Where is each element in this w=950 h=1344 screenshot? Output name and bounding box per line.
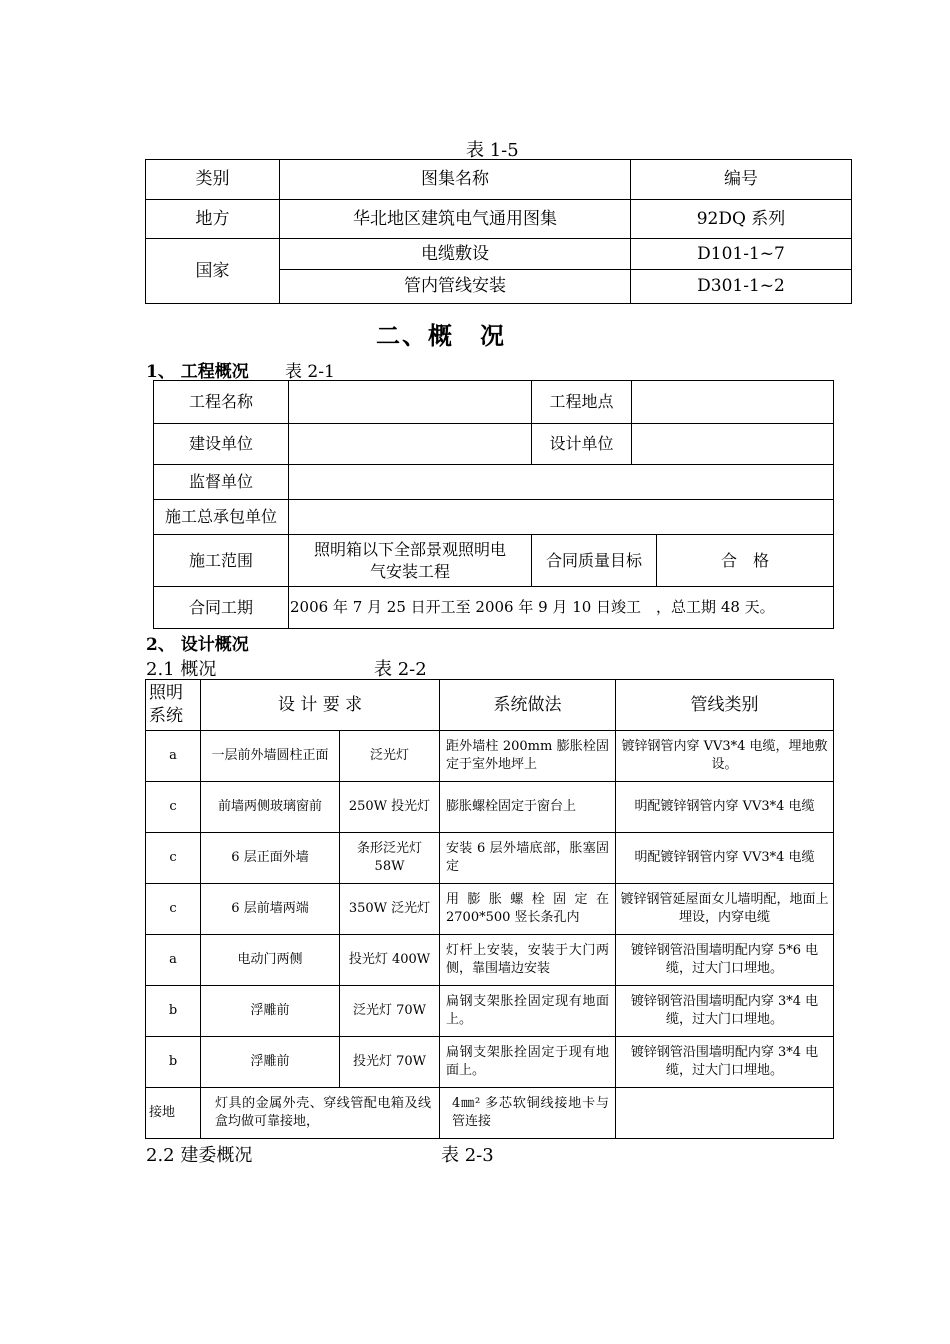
value-scope: 照明箱以下全部景观照明电气安装工程 <box>289 535 532 587</box>
row-category: 国家 <box>146 239 280 304</box>
heading-2-2: 2.2 建委概况 <box>146 1145 253 1166</box>
cell-lamp: 条形泛光灯 58W <box>340 833 440 884</box>
cell-pipe: 镀锌钢管延屋面女儿墙明配，地面上埋设，内穿电缆 <box>616 884 834 935</box>
cell-ground-method: 4㎜² 多芯软铜线接地卡与管连接 <box>440 1088 616 1139</box>
cell-system: a <box>146 935 201 986</box>
cell-pipe: 镀锌钢管沿围墙明配内穿 3*4 电缆，过大门口埋地。 <box>616 986 834 1037</box>
value-period: 2006 年 7 月 25 日开工至 2006 年 9 月 10 日竣工 ，总工期 48 天。 <box>289 587 834 629</box>
label-builder: 建设单位 <box>154 424 289 465</box>
label-contractor: 施工总承包单位 <box>154 500 289 535</box>
header-system: 照明系统 <box>146 680 201 731</box>
header-method: 系统做法 <box>440 680 616 731</box>
value-builder <box>289 424 532 465</box>
row-code: D301-1~2 <box>631 270 852 304</box>
cell-system: c <box>146 884 201 935</box>
cell-pipe: 明配镀锌钢管内穿 VV3*4 电缆 <box>616 833 834 884</box>
cell-system: c <box>146 833 201 884</box>
cell-ground-design: 灯具的金属外壳、穿线管配电箱及线盒均做可靠接地， <box>201 1088 440 1139</box>
cell-location: 浮雕前 <box>201 986 340 1037</box>
row-code: 92DQ 系列 <box>631 200 852 239</box>
table-1-5-caption: 表 1-5 <box>466 140 519 161</box>
cell-ground-label: 接地 <box>146 1088 201 1139</box>
cell-method: 扁钢支架胀拴固定现有地面上。 <box>440 986 616 1037</box>
value-site <box>632 381 834 424</box>
cell-pipe: 镀锌钢管内穿 VV3*4 电缆，埋地敷设。 <box>616 731 834 782</box>
row-code: D101-1~7 <box>631 239 852 270</box>
cell-location: 前墙两侧玻璃窗前 <box>201 782 340 833</box>
value-project-name <box>289 381 532 424</box>
cell-lamp: 350W 泛光灯 <box>340 884 440 935</box>
cell-location: 6 层正面外墙 <box>201 833 340 884</box>
table-2-2-caption: 表 2-2 <box>374 659 427 680</box>
label-site: 工程地点 <box>532 381 632 424</box>
value-quality: 合 格 <box>657 535 834 587</box>
cell-lamp: 250W 投光灯 <box>340 782 440 833</box>
label-designer: 设计单位 <box>532 424 632 465</box>
label-scope: 施工范围 <box>154 535 289 587</box>
table-1-5 <box>145 159 852 304</box>
value-contractor <box>289 500 834 535</box>
heading-design-overview: 2、 设计概况 <box>146 635 249 655</box>
cell-pipe: 镀锌钢管沿围墙明配内穿 5*6 电缆，过大门口埋地。 <box>616 935 834 986</box>
row-atlas-name: 电缆敷设 <box>280 239 631 270</box>
cell-pipe: 镀锌钢管沿围墙明配内穿 3*4 电缆，过大门口埋地。 <box>616 1037 834 1088</box>
cell-method: 灯杆上安装，安装于大门两侧，靠围墙边安装 <box>440 935 616 986</box>
cell-system: c <box>146 782 201 833</box>
header-atlas-name: 图集名称 <box>280 160 631 200</box>
cell-pipe: 明配镀锌钢管内穿 VV3*4 电缆 <box>616 782 834 833</box>
header-category: 类别 <box>146 160 280 200</box>
table-2-2 <box>145 679 834 1139</box>
label-supervisor: 监督单位 <box>154 465 289 500</box>
table-2-1-caption: 表 2-1 <box>285 362 335 382</box>
cell-method: 膨胀螺栓固定于窗台上 <box>440 782 616 833</box>
cell-lamp: 投光灯 70W <box>340 1037 440 1088</box>
table-2-1 <box>153 380 834 629</box>
header-pipe: 管线类别 <box>616 680 834 731</box>
heading-project-overview: 1、 工程概况 <box>146 362 249 382</box>
cell-method: 安装 6 层外墙底部，胀塞固定 <box>440 833 616 884</box>
cell-system: b <box>146 986 201 1037</box>
cell-method: 用膨胀螺栓固定在 2700*500 竖长条孔内 <box>440 884 616 935</box>
cell-location: 6 层前墙两端 <box>201 884 340 935</box>
cell-location: 浮雕前 <box>201 1037 340 1088</box>
value-designer <box>632 424 834 465</box>
label-project-name: 工程名称 <box>154 381 289 424</box>
cell-system: b <box>146 1037 201 1088</box>
value-supervisor <box>289 465 834 500</box>
cell-location: 一层前外墙圆柱正面 <box>201 731 340 782</box>
cell-ground-pipe <box>616 1088 834 1139</box>
row-atlas-name: 管内管线安装 <box>280 270 631 304</box>
cell-lamp: 泛光灯 <box>340 731 440 782</box>
cell-lamp: 投光灯 400W <box>340 935 440 986</box>
table-2-3-caption: 表 2-3 <box>441 1145 494 1166</box>
header-design: 设 计 要 求 <box>201 680 440 731</box>
label-quality: 合同质量目标 <box>532 535 657 587</box>
cell-method: 扁钢支架胀拴固定于现有地面上。 <box>440 1037 616 1088</box>
header-code: 编号 <box>631 160 852 200</box>
heading-2-1: 2.1 概况 <box>146 659 217 680</box>
section-title: 二、概 况 <box>376 321 506 350</box>
row-atlas-name: 华北地区建筑电气通用图集 <box>280 200 631 239</box>
cell-location: 电动门两侧 <box>201 935 340 986</box>
cell-lamp: 泛光灯 70W <box>340 986 440 1037</box>
cell-method: 距外墙柱 200mm 膨胀栓固定于室外地坪上 <box>440 731 616 782</box>
row-category: 地方 <box>146 200 280 239</box>
cell-system: a <box>146 731 201 782</box>
label-period: 合同工期 <box>154 587 289 629</box>
